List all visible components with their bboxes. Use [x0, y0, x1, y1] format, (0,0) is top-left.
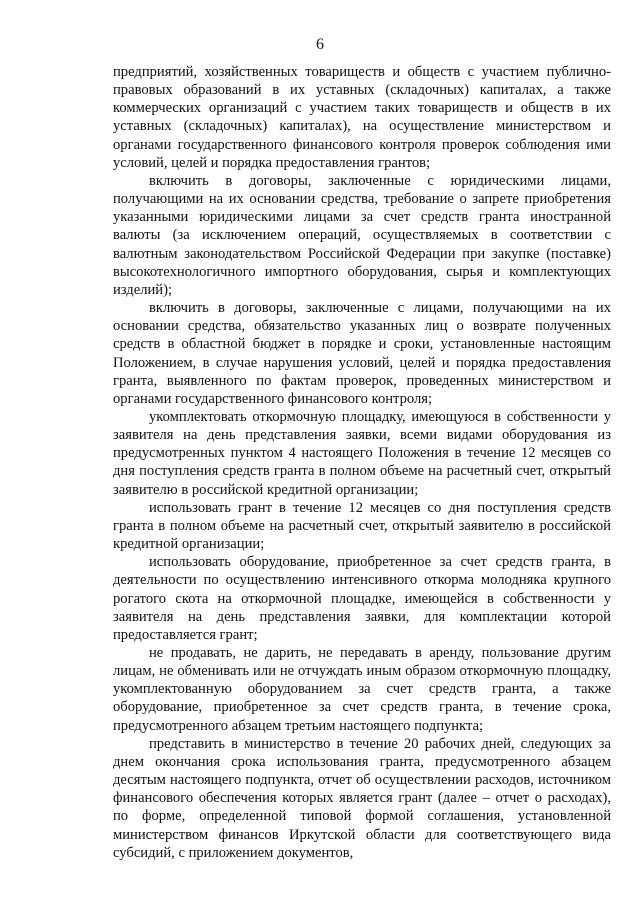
paragraph: использовать грант в течение 12 месяцев со дня поступления средств гранта в полном объеме на расчетный счет, открытый заявителю в российской кредитной организации; [113, 499, 611, 553]
paragraph: укомплектовать откормочную площадку, имеющуюся в собственности у заявителя на день представления заявки, всеми видами оборудования из предусмотренных пунктом 4 настоящего Положения в течение 12 месяцев со дня поступления средств гранта в полном объеме на расчетный счет, открытый заявителю в российской кредитной организации; [113, 408, 611, 498]
page-number: 6 [316, 36, 324, 53]
paragraph: включить в договоры, заключенные с лицами, получающими на их основании средства, обязательство указанных лиц о возврате полученных средств в областной бюджет в порядке и сроки, установленные настоящим Положением, в случае нарушения условий, целей и порядка предоставления гранта, выявленного по фактам проверок, проведенных министерством и органами государственного финансового контроля; [113, 300, 611, 407]
paragraph: представить в министерство в течение 20 рабочих дней, следующих за днем окончания срока использования гранта, предусмотренного абзацем десятым настоящего подпункта, отчет об осуществлении расходов, источником финансового обеспечения которых является грант (далее – отчет о расходах), по форме, определенной типовой формой соглашения, установленной министерством финансов Иркутской области для соответствующего вида субсидий, с приложением документов, [113, 735, 611, 861]
paragraph: использовать оборудование, приобретенное за счет средств гранта, в деятельности по осуществлению интенсивного откорма молодняка крупного рогатого скота на откормочной площадке, имеющейся в собственности у заявителя на день представления заявки, для комплектации которой предоставляется грант; [113, 554, 611, 643]
document-body [113, 63, 611, 862]
paragraph: включить в договоры, заключенные с юридическими лицами, получающими на их основании средства, требование о запрете приобретения указанными юридическими лицами за счет средств гранта иностранной валюты (за исключением операций, осуществляемых в соответствии с валютным законодательством Российской Федерации при закупке (поставке) высокотехнологичного импортного оборудования, сырья и комплектующих изделий); [113, 172, 611, 298]
paragraph: предприятий, хозяйственных товариществ и обществ с участием публично-правовых образований в их уставных (складочных) капиталах, а также коммерческих организаций с участием таких товариществ и обществ в их уставных (складочных) капиталах), на осуществление министерством и органами государственного финансового контроля проверок соблюдения ими условий, целей и порядка предоставления грантов; [113, 64, 611, 171]
paragraph: не продавать, не дарить, не передавать в аренду, пользование другим лицам, не обменивать или не отчуждать иным образом откормочную площадку, укомплектованную оборудованием за счет средств гранта, а также оборудование, приобретенное за счет средств гранта, в течение срока, предусмотренного абзацем третьим настоящего подпункта; [113, 645, 611, 734]
